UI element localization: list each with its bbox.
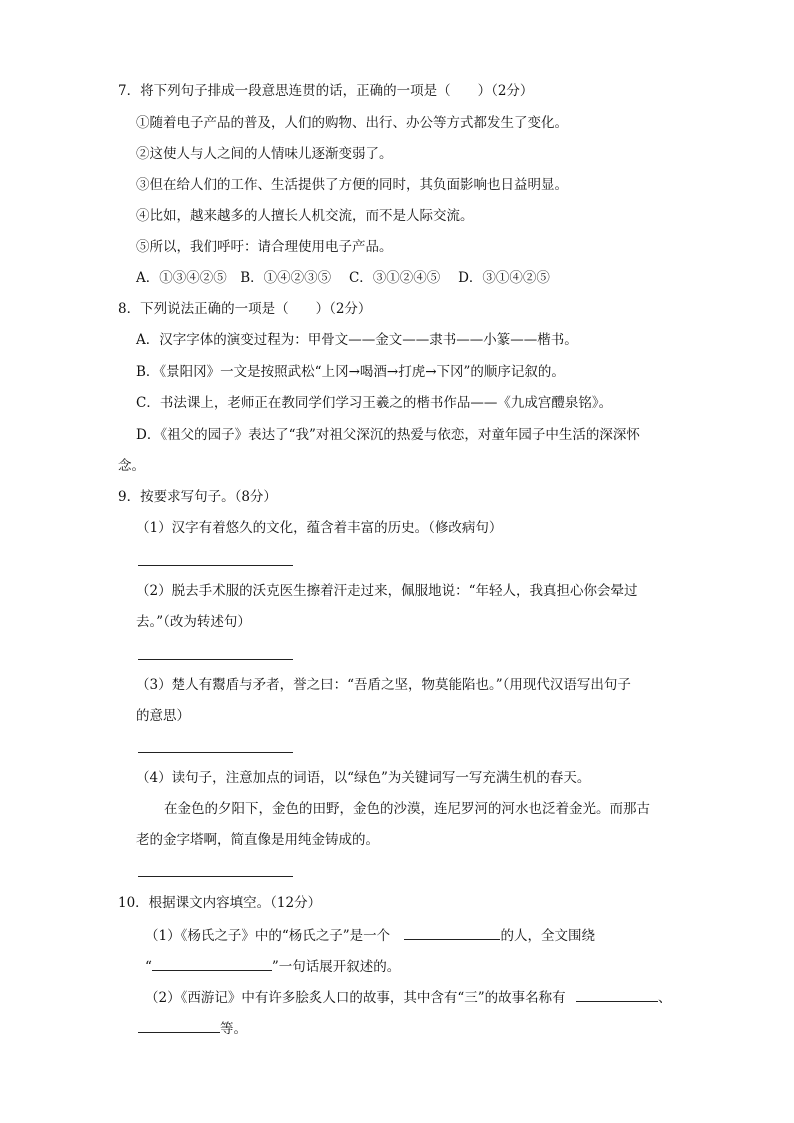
q10-part-1-text-b: 的人，全文围绕: [500, 928, 595, 944]
q9-part-3-answer-line[interactable]: [138, 752, 293, 753]
q7-sentence-5: ⑤所以，我们呼吁：请合理使用电子产品。: [136, 239, 393, 255]
q10-stem: 10．根据课文内容填空。（12分）: [118, 895, 322, 911]
q7-options: A．①③④②⑤ B．①④②③⑤ C．③①②④⑤ D．③①④②⑤: [136, 270, 550, 286]
q10-part-2-line2: [138, 1019, 247, 1038]
q9-part-2-line2: 去。”（改为转述句）: [136, 614, 251, 630]
q7-sentence-4: ④比如，越来越多的人擅长人机交流，而不是人际交流。: [136, 208, 474, 224]
q10-blank-4[interactable]: [138, 1019, 220, 1033]
q8-option-c: C．书法课上，老师正在教同学们学习王羲之的楷书作品——《九成宫醴泉铭》。: [136, 395, 613, 411]
q10-blank-1[interactable]: [404, 926, 500, 940]
q10-part-1-text-c: ”一句话展开叙述的。: [271, 959, 401, 975]
q10-part-2-text-a: （2）《西游记》中有许多脍炙人口的故事，其中含有“三”的故事名称有: [145, 990, 566, 1006]
q8-option-d-line2: 念。: [118, 458, 145, 474]
q8-option-a: A．汉字字体的演变过程为：甲骨文——金文——隶书——小篆——楷书。: [136, 332, 578, 348]
q10-blank-3[interactable]: [576, 988, 658, 1002]
q8-stem: 8．下列说法正确的一项是（ ）（2分）: [118, 301, 372, 317]
q9-part-4-text-line1: 在金色的夕阳下，金色的田野，金色的沙漠，连尼罗河的河水也泛着金光。而那古: [164, 801, 650, 817]
q8-option-d-line1: D．《祖父的园子》表达了“我”对祖父深沉的热爱与依恋，对童年园子中生活的深深怀: [136, 427, 640, 443]
q7-sentence-3: ③但在给人们的工作、生活提供了方便的同时，其负面影响也日益明显。: [136, 177, 568, 193]
q9-part-4: （4）读句子，注意加点的词语，以“绿色”为关键词写一写充满生机的春天。: [136, 770, 591, 786]
q10-part-1-text-a: （1）《杨氏之子》中的“杨氏之子”是一个: [145, 928, 391, 944]
q10-part-2-comma: 、: [657, 990, 672, 1006]
q9-part-4-text-line2: 老的金字塔啊，简直像是用纯金铸成的。: [136, 832, 379, 848]
q9-part-4-answer-line[interactable]: [138, 876, 293, 877]
q8-option-b: B．《景阳冈》一文是按照武松“上冈→喝酒→打虎→下冈”的顺序记叙的。: [136, 364, 565, 380]
q9-part-3-line1: （3）楚人有鬻盾与矛者，誉之曰：“吾盾之坚，物莫能陷也。”（用现代汉语写出句子: [136, 677, 631, 693]
q9-part-2-answer-line[interactable]: [138, 659, 293, 660]
q9-part-1-answer-line[interactable]: [138, 565, 293, 566]
q10-part-1-line1: [145, 926, 595, 945]
q9-part-3-line2: 的意思）: [136, 708, 190, 724]
q7-stem: 7．将下列句子排成一段意思连贯的话，正确的一项是（ ）（2分）: [118, 83, 534, 99]
q9-part-1: （1）汉字有着悠久的文化，蕴含着丰富的历史。（修改病句）: [136, 520, 503, 536]
q7-sentence-1: ①随着电子产品的普及，人们的购物、出行、办公等方式都发生了变化。: [136, 115, 568, 131]
q10-part-2-text-b: 等。: [220, 1021, 247, 1037]
q10-part-2-line1: [145, 988, 671, 1007]
q10-blank-2[interactable]: [152, 957, 272, 971]
q7-sentence-2: ②这使人与人之间的人情味儿逐渐变弱了。: [136, 146, 393, 162]
q9-part-2-line1: （2）脱去手术服的沃克医生擦着汗走过来，佩服地说：“年轻人，我真担心你会晕过: [136, 583, 638, 599]
q9-stem: 9．按要求写句子。（8分）: [118, 489, 277, 505]
q10-part-1-line2: [145, 957, 400, 976]
q10-part-1-quote-open: “: [145, 959, 152, 975]
